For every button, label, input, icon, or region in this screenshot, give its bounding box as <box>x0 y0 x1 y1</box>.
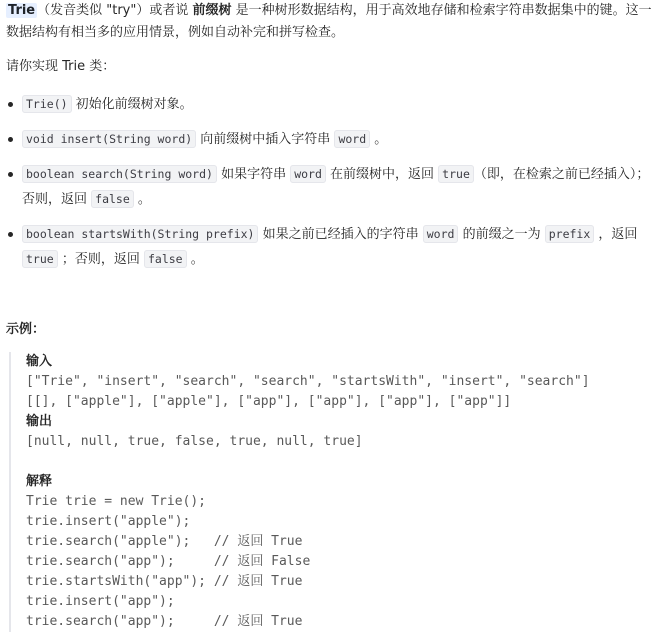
problem-description <box>6 0 654 632</box>
implement-line: 请你实现 Trie 类： <box>6 59 116 74</box>
method-desc: 。 <box>133 192 151 207</box>
code-line: trie.search("app"); // 返回 False <box>26 554 311 569</box>
output-line: [null, null, true, false, true, null, true] <box>26 434 363 449</box>
method-desc: 在前缀树中，返回 <box>325 167 439 182</box>
method-desc: 如果之前已经插入的字符串 <box>258 227 423 242</box>
code-word: word <box>423 225 459 243</box>
method-desc: （即，在检索之前已经插入）；否则，返回 <box>22 167 650 207</box>
code-word: word <box>290 165 326 183</box>
prefix-tree-term: 前缀树 <box>192 3 232 18</box>
method-desc: 的前缀之一为 <box>458 227 545 242</box>
intro-text-1: （发音类似 "try"）或者说 <box>37 3 193 18</box>
code-false: false <box>144 250 187 268</box>
code-line: trie.insert("app"); <box>26 594 175 609</box>
explain-label: 解释 <box>26 474 53 489</box>
code-line: trie.insert("apple"); <box>26 514 191 529</box>
input-label: 输入 <box>26 354 53 369</box>
input-line-1: ["Trie", "insert", "search", "search", "startsWith", "insert", "search"] <box>26 374 590 389</box>
method-desc: 。 <box>186 252 204 267</box>
method-desc: ，返回 <box>594 227 638 242</box>
code-line: trie.startsWith("app"); // 返回 True <box>26 574 303 589</box>
intro-text-2: 是一种树形数据结构，用于高效地存储和检索字符串数据集中的键。这一数据结构有相当多的应用情景，例如自动补完和拼写检查。 <box>6 3 652 40</box>
code-word: word <box>334 130 370 148</box>
trie-term: Trie <box>8 3 36 18</box>
code-false: false <box>91 190 134 208</box>
method-desc: ；否则，返回 <box>57 252 144 267</box>
code-line: Trie trie = new Trie(); <box>26 494 207 509</box>
output-label: 输出 <box>26 414 53 429</box>
method-desc: 向前缀树中插入字符串 <box>196 132 335 147</box>
code-true: true <box>438 165 474 183</box>
method-item-insert <box>6 127 654 152</box>
example-block <box>9 352 654 632</box>
spacer <box>26 452 654 472</box>
code-insert: void insert(String word) <box>22 130 196 148</box>
method-list <box>6 92 654 272</box>
code-constructor: Trie() <box>22 95 72 113</box>
method-item-constructor <box>6 92 654 117</box>
code-search: boolean search(String word) <box>22 165 217 183</box>
input-line-2: [[], ["apple"], ["apple"], ["app"], ["app"], ["app"], ["app"]] <box>26 394 512 409</box>
method-item-startswith <box>6 222 654 272</box>
code-startswith: boolean startsWith(String prefix) <box>22 225 258 243</box>
method-desc: 初始化前缀树对象。 <box>71 97 193 112</box>
code-prefix: prefix <box>545 225 595 243</box>
method-desc: 。 <box>370 132 388 147</box>
intro-paragraph <box>6 0 654 44</box>
code-line: trie.search("app"); // 返回 True <box>26 614 303 629</box>
code-true: true <box>22 250 58 268</box>
method-desc: 如果字符串 <box>216 167 291 182</box>
example-title: 示例： <box>6 322 46 337</box>
code-line: trie.search("apple"); // 返回 True <box>26 534 303 549</box>
method-item-search <box>6 162 654 212</box>
